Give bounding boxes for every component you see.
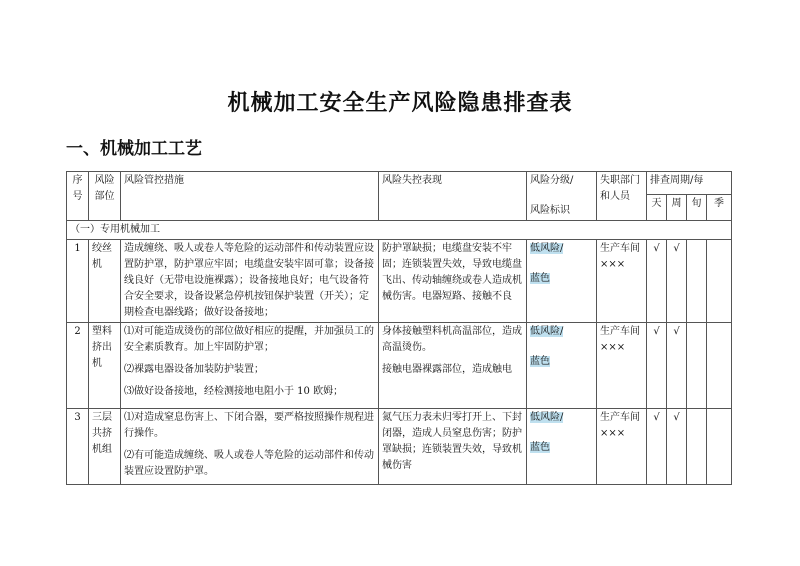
risk-inspection-table xyxy=(66,171,732,485)
failure-item: 接触电器裸露部位，造成触电 xyxy=(382,364,512,375)
risk-grade: 低风险/ xyxy=(530,243,564,254)
failure-item: 身体接触塑料机高温部位，造成高温烫伤。 xyxy=(382,326,522,353)
row-measures xyxy=(121,409,379,485)
failure-item: 氮气压力表未归零打开上、下封闭器，造成人员窒息伤害；防护罩缺损；连锁装置失效，导致机械伤害 xyxy=(382,412,522,471)
row-no: 3 xyxy=(67,409,89,485)
page-title: 机械加工安全生产风险隐患排查表 xyxy=(227,90,573,116)
header-grade xyxy=(527,172,597,221)
row-ten-days xyxy=(687,323,707,409)
row-duty: 生产车间××× xyxy=(597,240,647,323)
row-measures xyxy=(121,323,379,409)
category-row xyxy=(67,221,732,240)
row-week: √ xyxy=(667,323,687,409)
table-row xyxy=(67,240,732,323)
row-part: 绞丝机 xyxy=(89,240,121,323)
row-grade xyxy=(527,323,597,409)
risk-grade: 低风险/ xyxy=(530,412,564,423)
header-grade-mark: 风险标识 xyxy=(530,205,570,216)
row-grade xyxy=(527,240,597,323)
row-failure xyxy=(379,409,527,485)
measure-item: ⑴对可能造成烫伤的部位做好相应的提醒，并加强员工的安全素质教育。加上牢固防护罩； xyxy=(124,326,374,353)
row-week: √ xyxy=(667,409,687,485)
header-season: 季 xyxy=(707,195,732,221)
row-failure xyxy=(379,323,527,409)
row-part: 塑料挤出机 xyxy=(89,323,121,409)
risk-color-mark: 蓝色 xyxy=(530,273,550,284)
risk-color-mark: 蓝色 xyxy=(530,442,550,453)
category-label: （一）专用机械加工 xyxy=(67,221,732,240)
risk-grade: 低风险/ xyxy=(530,326,564,337)
measure-item: ⑵有可能造成缠绕、吸人或卷人等危险的运动部件和传动装置应设置防护罩。 xyxy=(124,450,374,477)
row-no: 1 xyxy=(67,240,89,323)
failure-item: 防护罩缺损；电缆盘安装不牢固；连锁装置失效，导致电缆盘飞出、传动轴缠绕或卷人造成机械伤害。电器短路、接触不良 xyxy=(382,243,522,302)
header-period: 排查周期/每 xyxy=(647,172,732,195)
measure-item: ⑵裸露电器设备加装防护装置； xyxy=(124,364,264,375)
measure-item: ⑴对造成窒息伤害上、下闭合器，要严格按照操作规程进行操作。 xyxy=(124,412,374,439)
header-failure: 风险失控表现 xyxy=(379,172,527,221)
header-measures: 风险管控措施 xyxy=(121,172,379,221)
header-ten-days: 旬 xyxy=(687,195,707,221)
row-ten-days xyxy=(687,240,707,323)
section-heading: 一、机械加工工艺 xyxy=(66,139,202,159)
header-grade-label: 风险分级/ xyxy=(530,175,574,186)
row-season xyxy=(707,323,732,409)
header-part: 风险部位 xyxy=(89,172,121,221)
row-failure xyxy=(379,240,527,323)
row-season xyxy=(707,409,732,485)
header-duty: 失职部门和人员 xyxy=(597,172,647,221)
measure-item: ⑶做好设备接地，经检测接地电阻小于 10 欧姆； xyxy=(124,386,344,397)
row-ten-days xyxy=(687,409,707,485)
row-duty: 生产车间××× xyxy=(597,323,647,409)
row-day: √ xyxy=(647,240,667,323)
row-grade xyxy=(527,409,597,485)
measure-item: 造成缠绕、吸人或卷人等危险的运动部件和传动装置应设置防护罩，防护罩应牢固；电缆盘安装牢固可靠；设备接线良好（无带电设施裸露）；设备接地良好；电气设备符合安全要求，设备设紧急停机按钮保护装置（开关）；定期检查电器线路；做好设备接地； xyxy=(124,243,374,318)
row-day: √ xyxy=(647,409,667,485)
table-row xyxy=(67,409,732,485)
row-season xyxy=(707,240,732,323)
row-week: √ xyxy=(667,240,687,323)
header-no: 序号 xyxy=(67,172,89,221)
header-day: 天 xyxy=(647,195,667,221)
row-part: 三层共挤机组 xyxy=(89,409,121,485)
row-measures xyxy=(121,240,379,323)
header-row-1 xyxy=(67,172,732,195)
table-row xyxy=(67,323,732,409)
header-week: 周 xyxy=(667,195,687,221)
row-duty: 生产车间××× xyxy=(597,409,647,485)
row-no: 2 xyxy=(67,323,89,409)
row-day: √ xyxy=(647,323,667,409)
risk-color-mark: 蓝色 xyxy=(530,356,550,367)
